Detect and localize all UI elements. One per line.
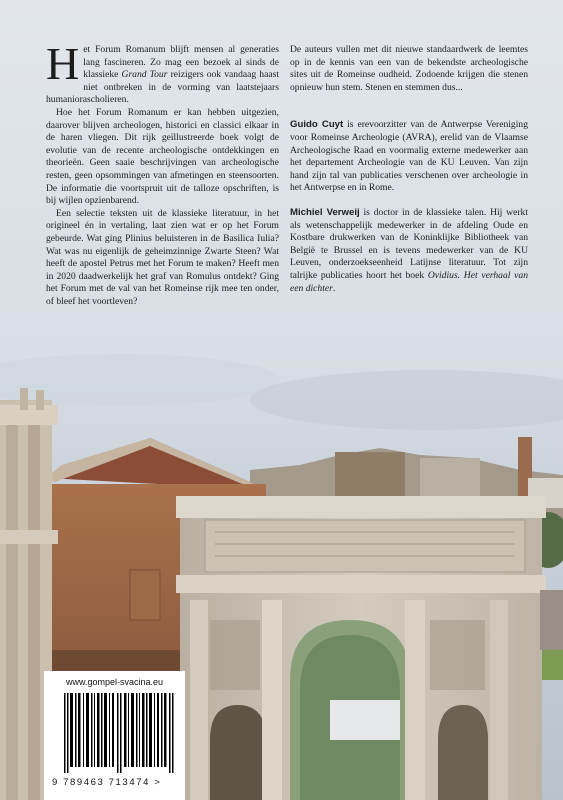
author-name: Guido Cuyt [290, 119, 344, 131]
blurb-paragraph: Een selectie teksten uit de klassieke literatuur, in het origineel én in vertaling, laat zien wat er op het Forum gebeurde. Wat ging Plinius beluisteren in de Basilica Iulia? Wat was nu eigenlijk de geheimzinnige Zwarte Steen? Wat heeft de apostel Petrus met het Forum te maken? Heeft men in 2020 daadwerkelijk het graf van Romulus ontdekt? Ging het Forum met de val van het Romeinse rijk mee ten onder, of bleef het voortleven? [46, 207, 279, 307]
author-bio-text: is erevoorzitter van de Antwerpse Vereniging voor Romeinse Archeologie (AVRA), erelid van de Vlaamse Archeologische Raad en voormalig externe medewerker aan het departement Archeologie van de KU Leuven. Van zijn hand zijn tal van publicaties verschenen over archeologie in het Antwerpse en in Rome. [290, 119, 528, 194]
author-bio-cuyt [290, 119, 528, 195]
barcode-panel [44, 671, 185, 800]
back-cover-blurb-left [46, 38, 279, 308]
author-name: Michiel Verweij [290, 206, 360, 218]
blurb-paragraph [46, 38, 279, 107]
isbn-number: 9 789463 713474 > [52, 777, 162, 788]
publisher-url: www.gompel-svacina.eu [65, 677, 164, 687]
blurb-paragraph: Hoe het Forum Romanum er kan hebben uitgezien, daarover blijven archeologen, historici en classici elkaar in de haren vliegen. Dit rijk geïllustreerde boek volgt de evolutie van de recente archeologische ontdekkingen en theorieën. Geen saaie beschrijvingen van archeologische resten, geen opsommingen van afmetingen en steensoorten. De informatie die voortspruit uit de talloze opschriften, is bij wijlen opzienbarend. [46, 106, 279, 207]
isbn-barcode [64, 693, 174, 773]
book-title: Ovidius. Het verhaal van een dichter [290, 269, 528, 294]
blurb-text: reizigers ook vandaag haast niet ontbreken in de vorming van laatstejaars humaniorascholieren. [46, 69, 279, 106]
back-cover-blurb-right [290, 44, 528, 295]
author-bio-text: . [332, 282, 336, 294]
drop-cap: H [46, 38, 80, 89]
blurb-emphasis: Grand Tour [121, 69, 168, 81]
author-bio-text: is doctor in de klassieke talen. Hij werkt als wetenschappelijk medewerker in de afdeling Oude en Kostbare drukwerken van de Koninklijke Bibliotheek van België te Brussel en is tevens medewerker van de KU Leuven, onderzoekseenheid Latijnse literatuur. Tot zijn talrijke publicaties hoort het boek [290, 206, 528, 281]
blurb-paragraph: De auteurs vullen met dit nieuwe standaardwerk de leemtes op in de kennis van een van de bekendste archeologische sites uit de Romeinse oudheid. Zodoende krijgen die stenen opnieuw hun stem. Stenen en stemmen dus... [290, 44, 528, 93]
author-bio-verweij [290, 207, 528, 295]
blurb-text: et Forum Romanum blijft mensen al generaties lang fascineren. Zo mag een bezoek al sinds de klassieke [83, 44, 279, 81]
